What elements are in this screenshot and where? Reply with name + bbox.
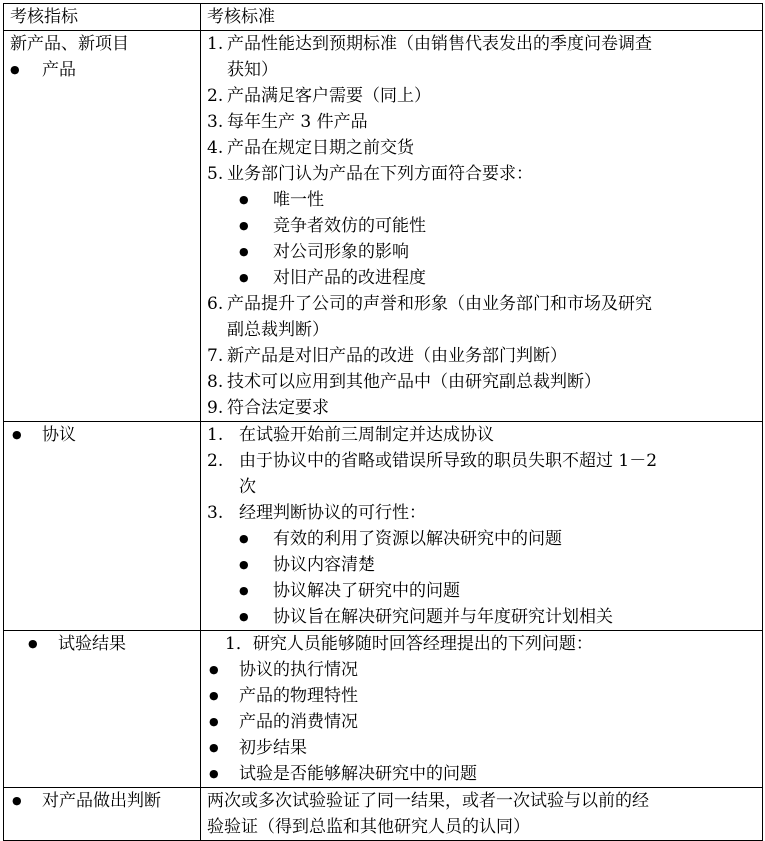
standard-item: 1．研究人员能够随时回答经理提出的下列问题： bbox=[225, 634, 593, 654]
standard-subitem: ● 对旧产品的改进程度 bbox=[207, 265, 759, 291]
standards-cell bbox=[201, 631, 763, 788]
standard-item: 5. 业务部门认为产品在下列方面符合要求： bbox=[207, 164, 533, 184]
table-row bbox=[4, 31, 763, 422]
standard-subitem: ● 有效的利用了资源以解决研究中的问题 bbox=[207, 526, 759, 552]
standard-subitem: ● 产品的物理特性 bbox=[207, 683, 759, 709]
standard-item: 8. 技术可以应用到其他产品中（由研究副总裁判断） bbox=[207, 372, 601, 392]
standard-item-cont: 验验证（得到总监和其他研究人员的认同） bbox=[207, 817, 530, 837]
criterion-bullet: ● 协议 bbox=[10, 422, 197, 448]
standard-item: 1. 在试验开始前三周制定并达成协议 bbox=[207, 425, 494, 445]
standards-cell bbox=[201, 31, 763, 422]
standard-item-cont: 副总裁判断） bbox=[227, 320, 329, 340]
criterion-cell bbox=[4, 788, 201, 841]
standard-item-cont: 获知） bbox=[227, 60, 278, 80]
standard-item: 两次或多次试验验证了同一结果，或者一次试验与以前的经 bbox=[207, 791, 649, 811]
standard-subitem: ● 唯一性 bbox=[207, 187, 759, 213]
standard-item: 6. 产品提升了公司的声誉和形象（由业务部门和市场及研究 bbox=[207, 294, 652, 314]
standard-item: 3. 经理判断协议的可行性： bbox=[207, 503, 426, 523]
standard-item-cont: 次 bbox=[239, 477, 256, 497]
standard-item: 2. 产品满足客户需要（同上） bbox=[207, 86, 431, 106]
standard-item: 3. 每年生产 3 件产品 bbox=[207, 112, 368, 132]
standards-cell bbox=[201, 788, 763, 841]
criterion-cell bbox=[4, 422, 201, 631]
criterion-cell bbox=[4, 31, 201, 422]
standard-subitem: ● 竞争者效仿的可能性 bbox=[207, 213, 759, 239]
criterion-bullet: ● 产品 bbox=[10, 57, 197, 83]
criterion-title: 新产品、新项目 bbox=[10, 34, 129, 54]
standard-item: 7. 新产品是对旧产品的改进（由业务部门判断） bbox=[207, 346, 567, 366]
table-row bbox=[4, 788, 763, 841]
standard-subitem: ● 协议解决了研究中的问题 bbox=[207, 578, 759, 604]
standard-subitem: ● 对公司形象的影响 bbox=[207, 239, 759, 265]
table-header-row bbox=[4, 4, 763, 31]
criterion-cell bbox=[4, 631, 201, 788]
standard-subitem: ● 试验是否能够解决研究中的问题 bbox=[207, 761, 759, 787]
header-standard: 考核标准 bbox=[201, 4, 763, 31]
criterion-bullet: ● 对产品做出判断 bbox=[10, 788, 197, 814]
standard-subitem: ● 初步结果 bbox=[207, 735, 759, 761]
assessment-table bbox=[3, 3, 763, 841]
header-criterion: 考核指标 bbox=[4, 4, 201, 31]
standard-subitem: ● 协议内容清楚 bbox=[207, 552, 759, 578]
table-row bbox=[4, 422, 763, 631]
standard-item: 9. 符合法定要求 bbox=[207, 398, 329, 418]
table-row bbox=[4, 631, 763, 788]
standard-subitem: ● 协议的执行情况 bbox=[207, 657, 759, 683]
standards-cell bbox=[201, 422, 763, 631]
standard-item: 4. 产品在规定日期之前交货 bbox=[207, 138, 414, 158]
standard-item: 1. 产品性能达到预期标准（由销售代表发出的季度问卷调查 bbox=[207, 34, 652, 54]
standard-subitem: ● 协议旨在解决研究问题并与年度研究计划相关 bbox=[207, 604, 759, 630]
standard-subitem: ● 产品的消费情况 bbox=[207, 709, 759, 735]
criterion-bullet: ● 试验结果 bbox=[10, 631, 197, 657]
standard-item: 2. 由于协议中的省略或错误所导致的职员失职不超过 1－2 bbox=[207, 451, 658, 471]
